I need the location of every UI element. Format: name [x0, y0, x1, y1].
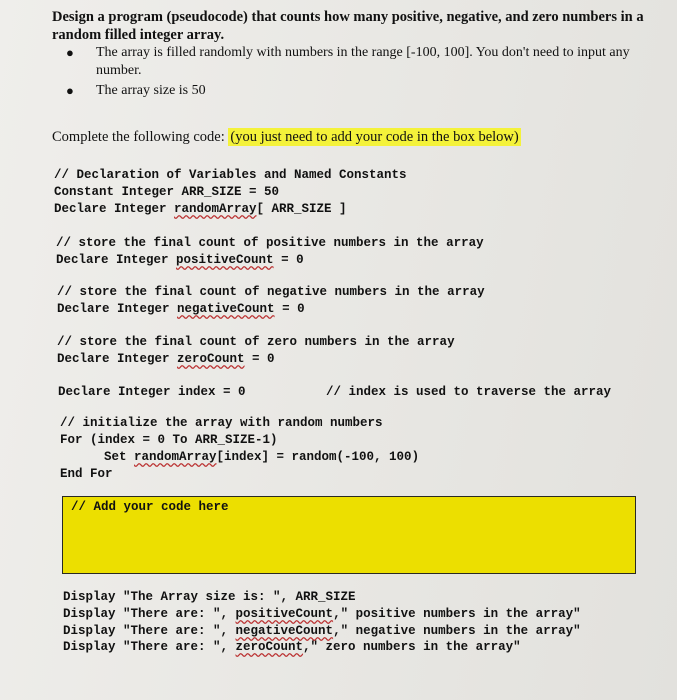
code-identifier: negativeCount: [177, 302, 275, 316]
code-line: [63, 639, 521, 655]
code-text: = 0: [273, 253, 304, 267]
code-text: [index] = random(-100, 100): [216, 450, 420, 464]
code-line: For (index = 0 To ARR_SIZE-1): [60, 433, 278, 447]
code-identifier: negativeCount: [235, 624, 334, 638]
code-text: Display "There are: ",: [63, 624, 236, 638]
code-line: [57, 351, 275, 367]
code-identifier: randomArray: [134, 450, 217, 464]
code-identifier: randomArray: [174, 202, 257, 216]
code-identifier: positiveCount: [235, 607, 334, 621]
code-text: ," negative numbers in the array": [333, 624, 581, 638]
code-text: ," zero numbers in the array": [303, 640, 521, 654]
code-identifier: zeroCount: [235, 640, 304, 654]
code-text: Display "There are: ",: [63, 607, 236, 621]
code-line: Declare Integer index = 0: [58, 385, 246, 399]
code-comment: // index is used to traverse the array: [326, 385, 612, 399]
bullet-icon: ●: [66, 45, 74, 60]
code-comment: // initialize the array with random numbers: [60, 416, 383, 430]
answer-box-placeholder: // Add your code here: [71, 500, 229, 514]
instructions: [52, 129, 521, 146]
code-text: = 0: [274, 302, 305, 316]
code-line: Display "The Array size is: ", ARR_SIZE: [63, 590, 356, 604]
code-comment: // store the final count of negative numbers in the array: [57, 285, 485, 299]
bullet-text: The array size is 50: [96, 83, 206, 98]
code-text: Set: [104, 450, 135, 464]
bullet-text: The array is filled randomly with numbers in the range [-100, 100]. You don't need to input any number.: [96, 45, 630, 78]
code-line: [54, 201, 347, 217]
code-line: [56, 252, 304, 268]
list-item: [60, 82, 640, 100]
code-line: [104, 449, 419, 465]
code-line: [63, 623, 581, 639]
code-line: [63, 606, 581, 622]
answer-box[interactable]: [62, 496, 636, 574]
instructions-highlight: (you just need to add your code in the box below): [230, 129, 519, 145]
code-line: End For: [60, 467, 113, 481]
code-comment: // store the final count of zero numbers in the array: [57, 335, 455, 349]
code-identifier: zeroCount: [177, 352, 245, 366]
code-text: Declare Integer: [57, 352, 178, 366]
list-item: [60, 44, 640, 80]
instructions-prefix: Complete the following code:: [52, 129, 229, 145]
code-text: = 0: [244, 352, 275, 366]
code-text: [ ARR_SIZE ]: [256, 202, 347, 216]
code-comment: // store the final count of positive numbers in the array: [56, 236, 484, 250]
code-line: [57, 301, 305, 317]
code-text: Declare Integer: [56, 253, 177, 267]
code-line: Constant Integer ARR_SIZE = 50: [54, 185, 280, 199]
code-comment: // Declaration of Variables and Named Constants: [54, 168, 407, 182]
requirements-list: [60, 44, 640, 102]
question-heading: Design a program (pseudocode) that counts how many positive, negative, and zero numbers in a random filled integer array.: [52, 9, 644, 43]
code-text: Declare Integer: [54, 202, 175, 216]
code-identifier: positiveCount: [176, 253, 274, 267]
bullet-icon: ●: [66, 83, 74, 98]
code-text: Declare Integer: [57, 302, 178, 316]
code-text: ," positive numbers in the array": [333, 607, 581, 621]
code-text: Display "There are: ",: [63, 640, 236, 654]
